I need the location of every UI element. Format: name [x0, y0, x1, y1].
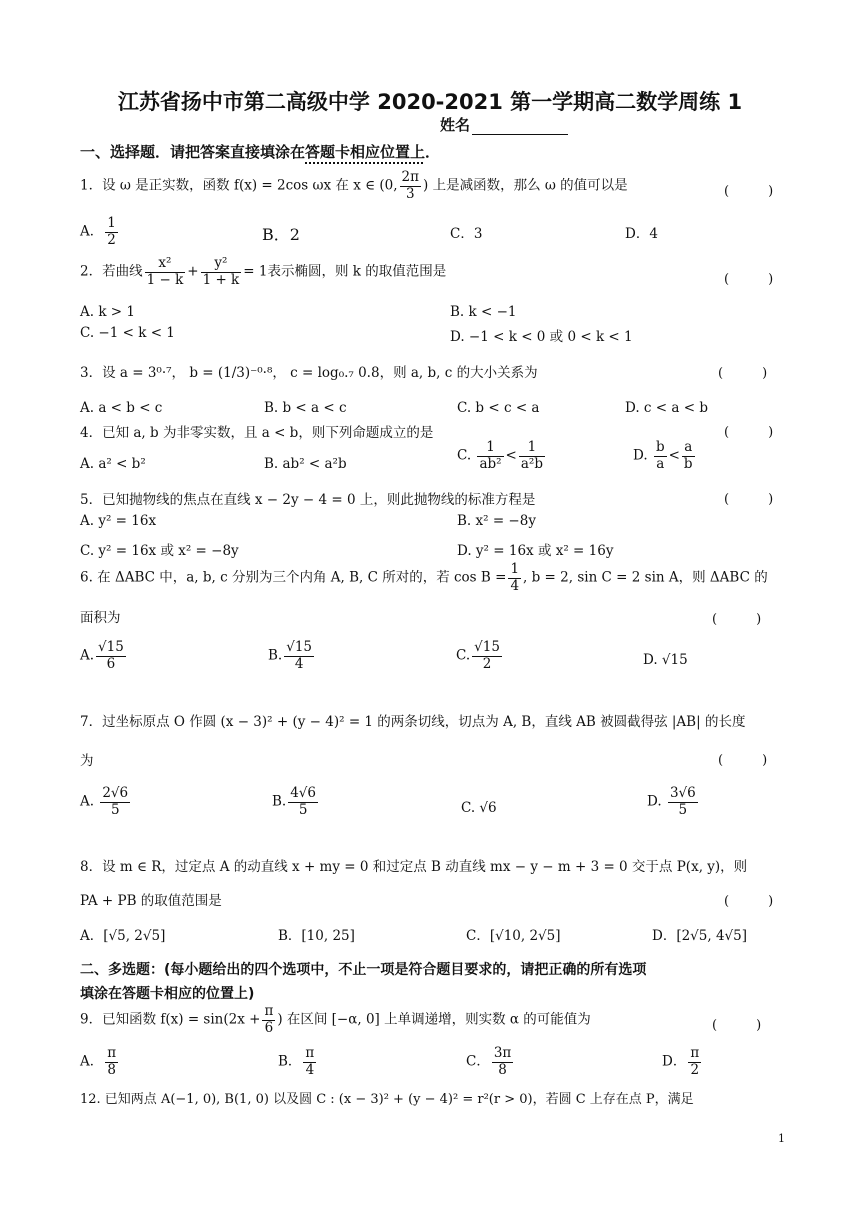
answer-paren: ( ) — [724, 272, 774, 287]
option-a: A. $\frac{√15}{6}$ — [80, 639, 124, 672]
option-d: D. −1 < k < 0 或 0 < k < 1 — [450, 329, 633, 345]
name-field — [440, 114, 568, 135]
section-heading-emphasis: 答题卡相应位置上 — [305, 143, 426, 161]
page-number: 1 — [778, 1132, 785, 1145]
option-c: C. y² = 16x 或 x² = −8y — [80, 543, 239, 559]
question-7-cont: 为 — [80, 753, 94, 769]
question-8: 8．设 m ∈ R，过定点 A 的动直线 x + my = 0 和过定点 B 动直线 mx − y − m + 3 = 0 交于点 P(x, y)，则 — [80, 859, 748, 875]
option-b: B．2 — [262, 225, 300, 244]
option-b: B. b < a < c — [264, 400, 347, 416]
option-a: A. a² < b² — [80, 456, 146, 472]
section-heading-multi-choice: 二、多选题：(每小题给出的四个选项中，不止一项是符合题目要求的，请把正确的所有选项 — [80, 962, 647, 978]
option-b: B. k < −1 — [450, 304, 517, 320]
section-heading-multi-choice-cont: 填涂在答题卡相应的位置上) — [80, 986, 255, 1002]
answer-paren: ( ) — [718, 753, 768, 768]
answer-paren: ( ) — [724, 492, 774, 507]
answer-paren: ( ) — [724, 894, 774, 909]
option-a: A. $\frac{2√6}{5}$ — [80, 785, 129, 818]
page-title: 江苏省扬中市第二高级中学 2020-2021 第一学期高二数学周练 1 — [117, 90, 743, 114]
answer-paren: ( ) — [724, 425, 774, 440]
option-d: D. y² = 16x 或 x² = 16y — [457, 543, 614, 559]
option-d: D. √15 — [643, 652, 688, 668]
option-c: C. b < c < a — [457, 400, 540, 416]
answer-paren: ( ) — [724, 184, 774, 199]
option-b: B． $\frac{\pi}{4}$ — [278, 1045, 315, 1078]
answer-paren: ( ) — [712, 612, 762, 627]
option-c: C． $\frac{3\pi}{8}$ — [466, 1045, 512, 1078]
option-c: C. $\frac{1}{\text{ab²}}$ < $\frac{1}{\text{a²b}}$ — [457, 439, 543, 472]
question-5: 5．已知抛物线的焦点在直线 x − 2y − 4 = 0 上，则此抛物线的标准方程是 — [80, 492, 536, 508]
option-a: A． $\frac{1}{2}$ — [80, 215, 116, 248]
option-c: C. √6 — [461, 800, 497, 816]
section-heading-single-choice — [80, 141, 440, 162]
option-b: B. $\frac{4√6}{5}$ — [272, 785, 316, 818]
option-d: D． $\frac{\pi}{2}$ — [662, 1045, 700, 1078]
question-6-cont: 面积为 — [80, 610, 121, 626]
answer-paren: ( ) — [712, 1018, 762, 1033]
option-c: C. $\frac{√15}{2}$ — [456, 639, 500, 672]
question-6: 6. 在 ΔABC 中，a, b, c 分别为三个内角 A, B, C 所对的，若 cos B = $\frac{1}{4}$ , b = 2, sin C = 2 sin A，则 ΔABC 的 — [80, 561, 768, 594]
option-c: C．3 — [450, 226, 483, 242]
option-d: D. $\frac{b}{a}$ < $\frac{a}{b}$ — [633, 439, 693, 472]
question-2: 2．若曲线 $\frac{\text{x²}}{1 - k}$ + $\frac{\text{y²}}{1 + k}$ = 1表示椭圆，则 k 的取值范围是 — [80, 255, 447, 288]
option-c: C. −1 < k < 1 — [80, 325, 175, 341]
name-blank-line — [472, 120, 568, 135]
question-text: 1．设 ω 是正实数，函数 f(x) = 2cos ωx 在 x ∈ (0, — [80, 177, 398, 194]
question-4: 4．已知 a, b 为非零实数，且 a < b，则下列命题成立的是 — [80, 425, 434, 441]
option-a: A． $\frac{\pi}{8}$ — [80, 1045, 117, 1078]
question-9: 9．已知函数 f(x) = sin(2x + $\frac{\pi}{6}$ ) 在区间 [−α, 0] 上单调递增，则实数 α 的可能值为 — [80, 1003, 591, 1036]
option-d: D. c < a < b — [625, 400, 708, 416]
option-b: B．[10, 25] — [278, 928, 355, 944]
answer-paren: ( ) — [718, 366, 768, 381]
section-heading-text: 一、选择题．请把答案直接填涂在 — [80, 143, 306, 161]
question-1 — [80, 170, 628, 202]
option-a: A. y² = 16x — [80, 513, 157, 529]
option-d: D．[2√5, 4√5] — [652, 928, 748, 944]
option-a: A．[√5, 2√5] — [80, 928, 166, 944]
fraction: $\frac{2\pi}{3}$ — [401, 169, 420, 202]
question-7: 7．过坐标原点 O 作圆 (x − 3)² + (y − 4)² = 1 的两条切线，切点为 A, B，直线 AB 被圆截得弦 |AB| 的长度 — [80, 714, 746, 730]
name-label: 姓名 — [440, 116, 471, 134]
option-a: A. k > 1 — [80, 304, 135, 320]
option-b: B. x² = −8y — [457, 513, 536, 529]
question-text: ) 上是减函数，那么 ω 的值可以是 — [423, 177, 628, 194]
option-d: D. $\frac{3√6}{5}$ — [647, 785, 696, 818]
section-heading-suffix: ． — [425, 143, 441, 161]
question-8-cont: PA + PB 的取值范围是 — [80, 893, 222, 909]
option-c: C．[√10, 2√5] — [466, 928, 561, 944]
question-12: 12. 已知两点 A(−1, 0), B(1, 0) 以及圆 C : (x − 3)² + (y − 4)² = r²(r > 0)，若圆 C 上存在点 P，满足 — [80, 1092, 694, 1107]
option-b: B. $\frac{√15}{4}$ — [268, 639, 312, 672]
option-b: B. ab² < a²b — [264, 456, 347, 472]
option-a: A. a < b < c — [80, 400, 163, 416]
question-3: 3．设 a = 3⁰·⁷， b = (1/3)⁻⁰·⁸， c = log₀.₇ 0.8，则 a, b, c 的大小关系为 — [80, 365, 538, 381]
option-d: D．4 — [625, 226, 658, 242]
